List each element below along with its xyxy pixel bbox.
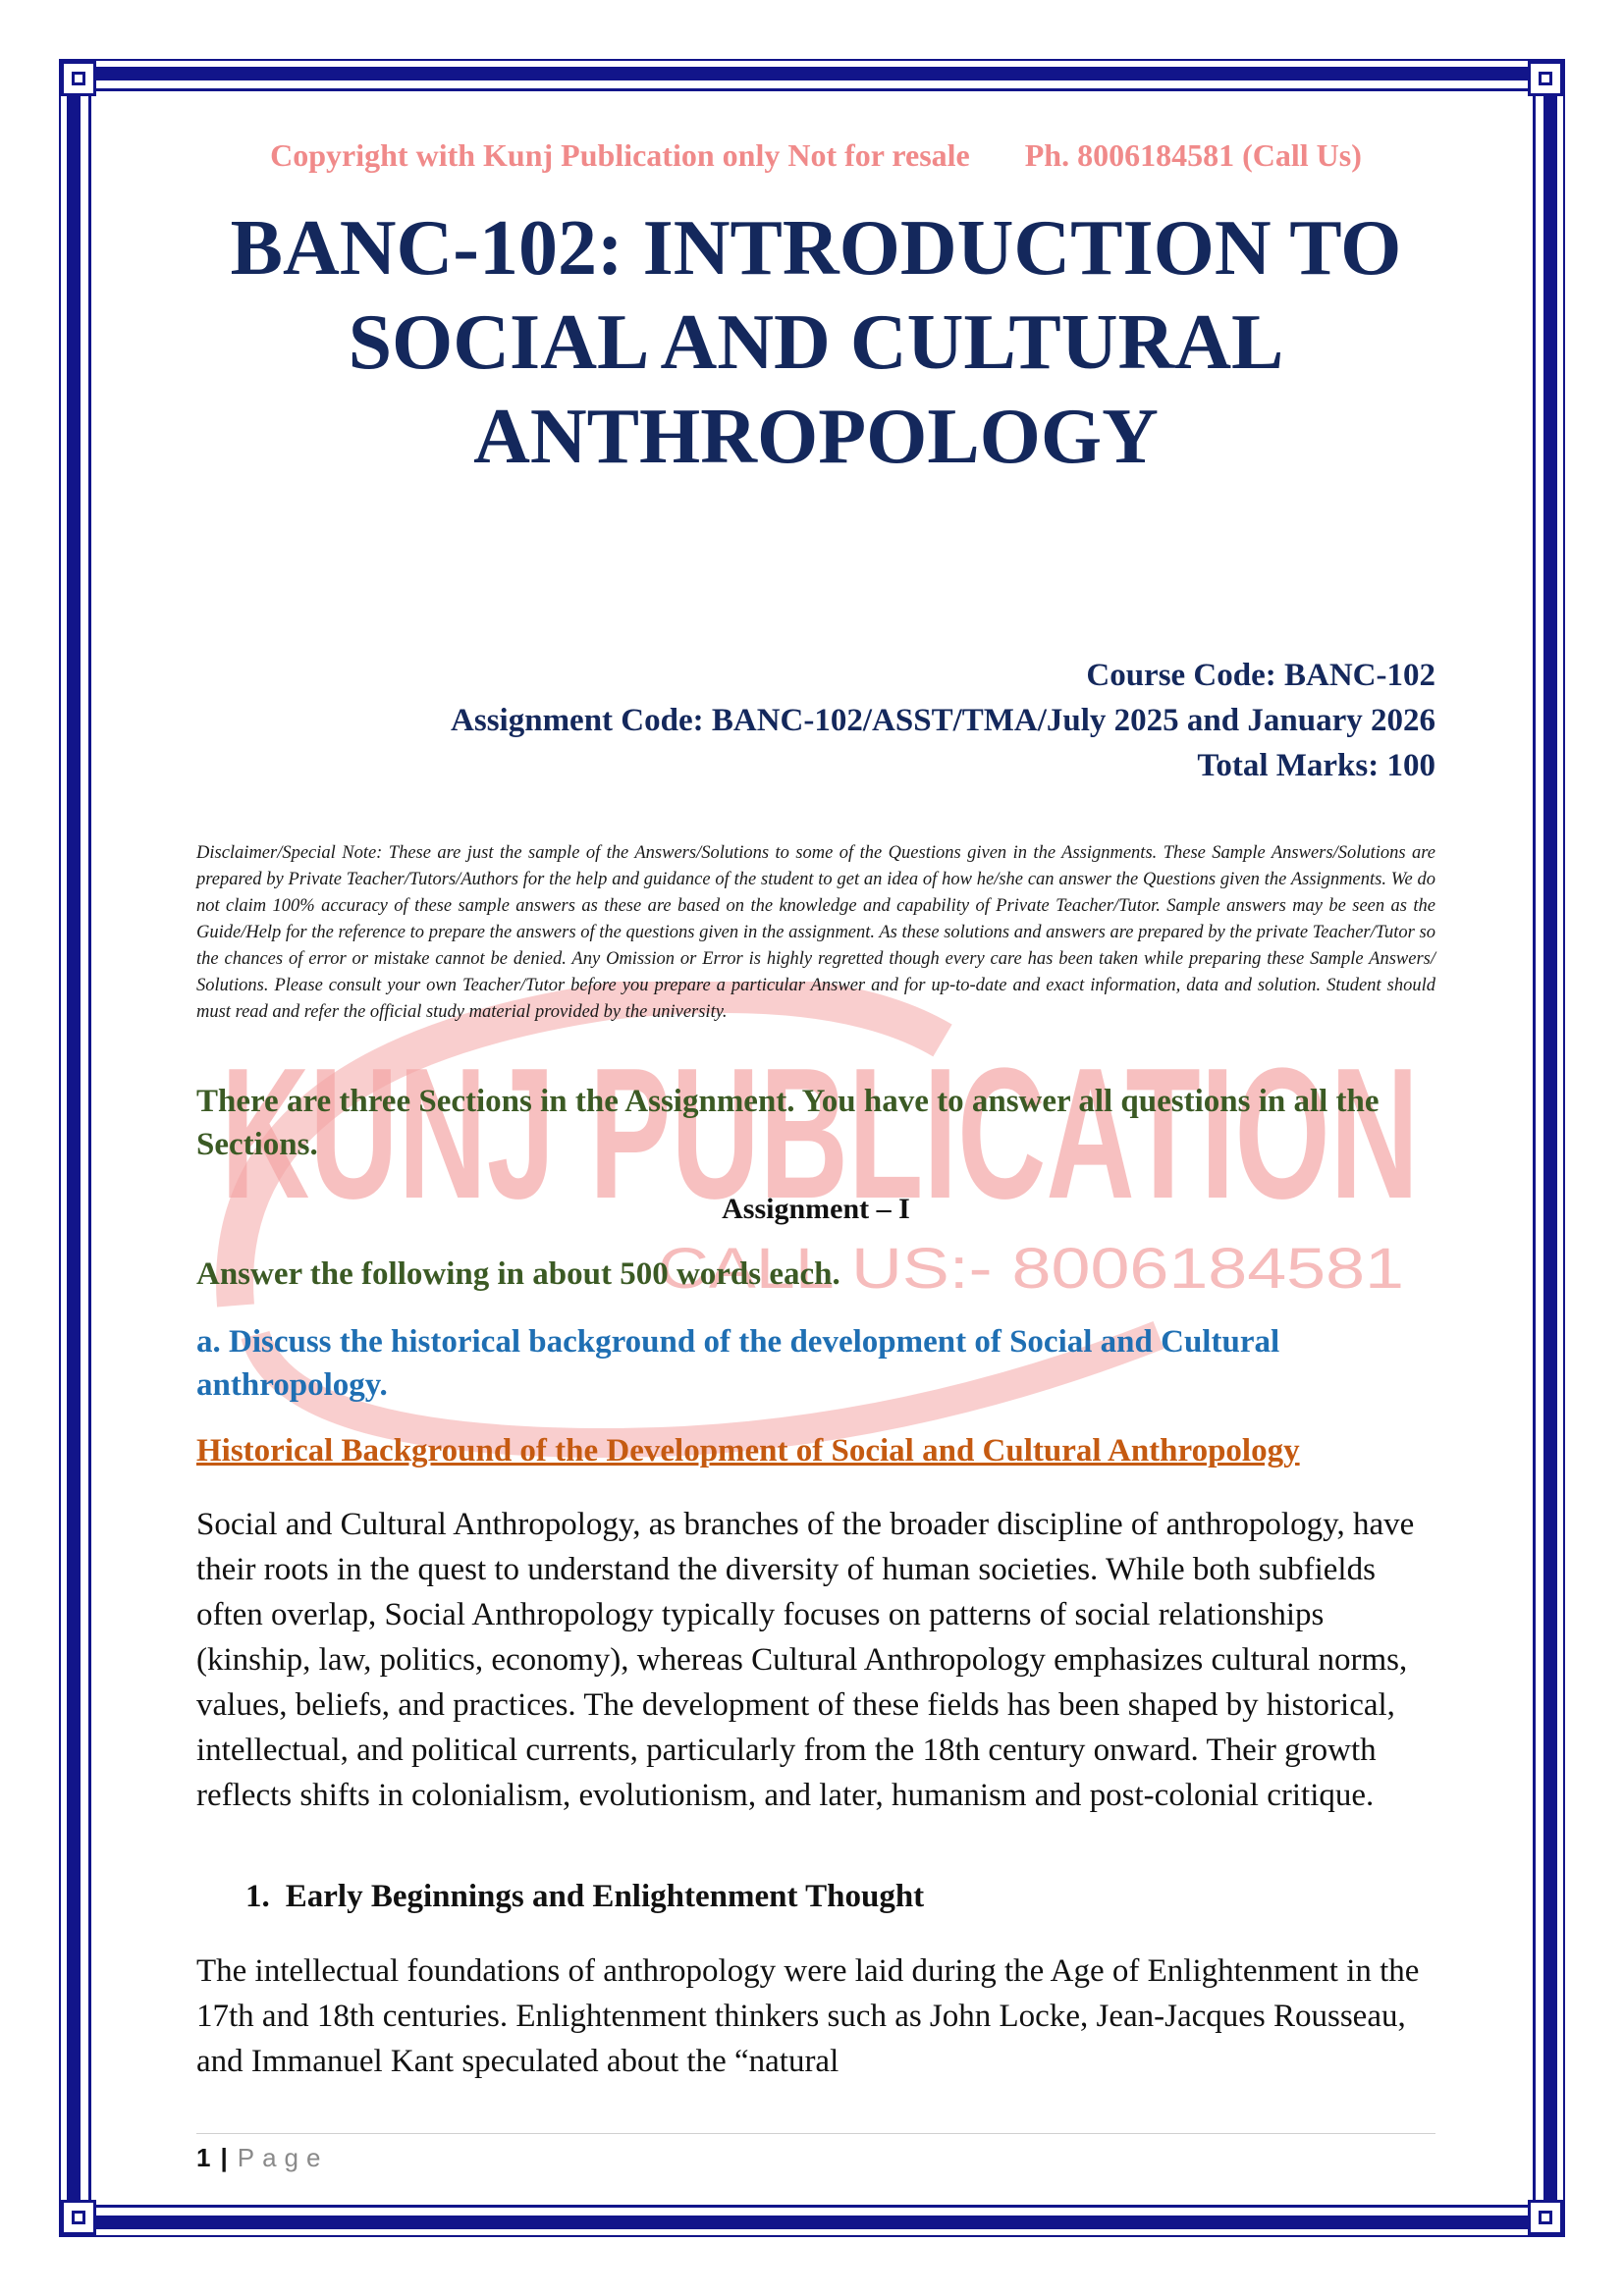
copyright-text: Copyright with Kunj Publication only Not for resale — [270, 137, 970, 173]
list-number: 1. — [245, 1879, 270, 1914]
page-label: Page — [237, 2143, 329, 2172]
answer-heading: Historical Background of the Development of Social and Cultural Anthropology — [196, 1433, 1300, 1468]
page-number: 1 — [196, 2143, 211, 2172]
course-code: Course Code: BANC-102 — [1086, 658, 1435, 693]
footer-separator: | — [220, 2143, 228, 2172]
footer-divider — [196, 2133, 1435, 2134]
title-line: ANTHROPOLOGY — [473, 394, 1159, 480]
watermark-call-text: CALL US:- 8006184581 — [658, 1237, 1404, 1301]
border-corner-ornament — [1528, 61, 1563, 96]
phone-text: Ph. 8006184581 (Call Us) — [1024, 137, 1362, 173]
assignment-heading: Assignment – I — [722, 1193, 910, 1225]
watermark-brand-text: KUNJ PUBLICATION — [221, 1030, 1419, 1238]
page-footer — [196, 2143, 328, 2173]
assignment-code: Assignment Code: BANC-102/ASST/TMA/July 2025 and January 2026 — [451, 703, 1435, 738]
disclaimer: Disclaimer/Special Note: These are just the sample of the Answers/Solutions to some of the Questions given in the Assignments. These Sample Answers/Solutions are prepared by Private Teacher/Tutors/Authors for the help and guidance of the student to get an idea of how he/she can answer the Questions given the Assignments. We do not claim 100% accuracy of these sample answers as these are based on the knowledge and capability of Private Teacher/Tutor. Sample answers may be seen as the Guide/Help for the reference to prepare the answers of the questions given in the assignment. As these solutions and answers are prepared by the private Teacher/Tutor so the chances of error or mistake cannot be denied. Any Omission or Error is highly regretted though every care has been taken while preparing these Sample Answers/ Solutions. Please consult your own Teacher/Tutor before you prepare a particular Answer and for up-to-date and exact information, data and solution. Student should must read and refer the official study material provided by the university. — [196, 843, 1435, 1022]
total-marks: Total Marks: 100 — [1197, 748, 1435, 783]
sections-note: There are three Sections in the Assignment. You have to answer all questions in all the Sections. — [196, 1084, 1380, 1162]
instruction: Answer the following in about 500 words each. — [196, 1256, 840, 1292]
title-line: BANC-102: INTRODUCTION TO — [230, 205, 1402, 292]
page-title — [196, 201, 1435, 484]
border-corner-ornament — [61, 61, 96, 96]
course-codes — [196, 653, 1435, 788]
list-heading — [245, 1879, 1424, 1915]
border-corner-ornament — [61, 2200, 96, 2235]
title-line: SOCIAL AND CULTURAL — [348, 299, 1284, 386]
copyright-header — [196, 137, 1435, 174]
border-corner-ornament — [1528, 2200, 1563, 2235]
question: a. Discuss the historical background of the development of Social and Cultural anthropology. — [196, 1324, 1280, 1403]
body-paragraph: The intellectual foundations of anthropology were laid during the Age of Enlightenment in the 17th and 18th centuries. Enlightenment thinkers such as John Locke, Jean-Jacques Rousseau, and Immanuel Kant speculated about the “natural — [196, 1953, 1420, 2079]
body-paragraph: Social and Cultural Anthropology, as branches of the broader discipline of anthropology, have their roots in the quest to understand the diversity of human societies. While both subfields often overlap, Social Anthropology typically focuses on patterns of social relationships (kinship, law, politics, economy), whereas Cultural Anthropology emphasizes cultural norms, values, beliefs, and practices. The development of these fields has been shaped by historical, intellectual, and political currents, particularly from the 18th century onward. Their growth reflects shifts in colonialism, evolutionism, and later, humanism and post-colonial critique. — [196, 1507, 1415, 1813]
list-heading-text: Early Beginnings and Enlightenment Thought — [285, 1879, 925, 1914]
